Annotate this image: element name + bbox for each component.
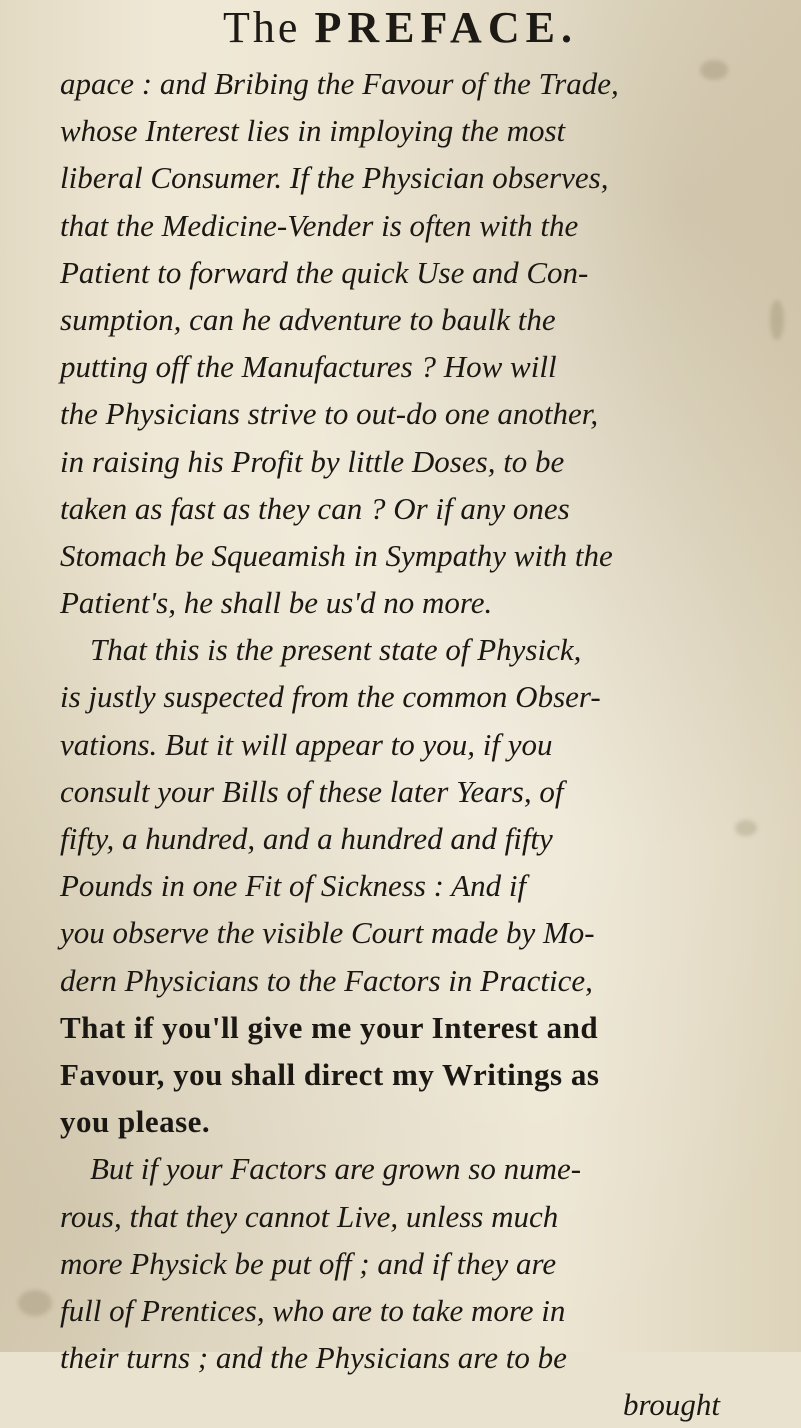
text-line: That this is the present state of Physick, xyxy=(90,632,582,668)
header-preface: PREFACE. xyxy=(314,3,578,52)
text-line: Pounds in one Fit of Sickness : And if xyxy=(60,868,527,904)
text-line: taken as fast as they can ? Or if any ones xyxy=(60,490,570,526)
text-line: rous, that they cannot Live, unless much xyxy=(60,1198,559,1234)
text-line: that the Medicine-Vender is often with the xyxy=(60,207,579,243)
paper-stain xyxy=(18,1290,52,1316)
text-line: you observe the visible Court made by Mo- xyxy=(60,915,595,951)
text-line: dern Physicians to the Factors in Practice, xyxy=(60,962,593,998)
text-line: sumption, can he adventure to baulk the xyxy=(60,301,556,337)
text-line: apace : and Bribing the Favour of the Trade, xyxy=(60,66,619,101)
text-line: But if your Factors are grown so nume- xyxy=(90,1151,582,1187)
text-line: full of Prentices, who are to take more in xyxy=(60,1292,566,1328)
text-line: consult your Bills of these later Years, of xyxy=(60,773,564,809)
paper-stain xyxy=(770,300,784,340)
text-line: you please. xyxy=(60,1104,211,1140)
text-line: liberal Consumer. If the Physician observes, xyxy=(60,160,609,196)
text-line: the Physicians strive to out-do one another, xyxy=(60,396,599,432)
body-text xyxy=(60,60,760,1428)
text-line: whose Interest lies in imploying the most xyxy=(60,113,566,149)
text-line: more Physick be put off ; and if they are xyxy=(60,1245,557,1281)
text-line: their turns ; and the Physicians are to be xyxy=(60,1340,567,1376)
text-line: fifty, a hundred, and a hundred and fifty xyxy=(60,821,553,856)
text-line: vations. But it will appear to you, if you xyxy=(60,726,553,762)
header-the: The xyxy=(223,3,301,52)
running-header xyxy=(0,2,801,53)
text-line: Patient to forward the quick Use and Con- xyxy=(60,254,589,290)
catchword: brought xyxy=(622,1387,720,1423)
text-line: That if you'll give me your Interest and xyxy=(60,1009,599,1045)
text-line: Patient's, he shall be us'd no more. xyxy=(60,585,493,621)
text-line: putting off the Manufactures ? How will xyxy=(60,349,557,385)
text-line: in raising his Profit by little Doses, to be xyxy=(60,443,565,479)
text-line: Stomach be Squeamish in Sympathy with the xyxy=(60,537,613,573)
text-line: is justly suspected from the common Obser- xyxy=(60,679,601,715)
text-line: Favour, you shall direct my Writings as xyxy=(60,1056,600,1092)
